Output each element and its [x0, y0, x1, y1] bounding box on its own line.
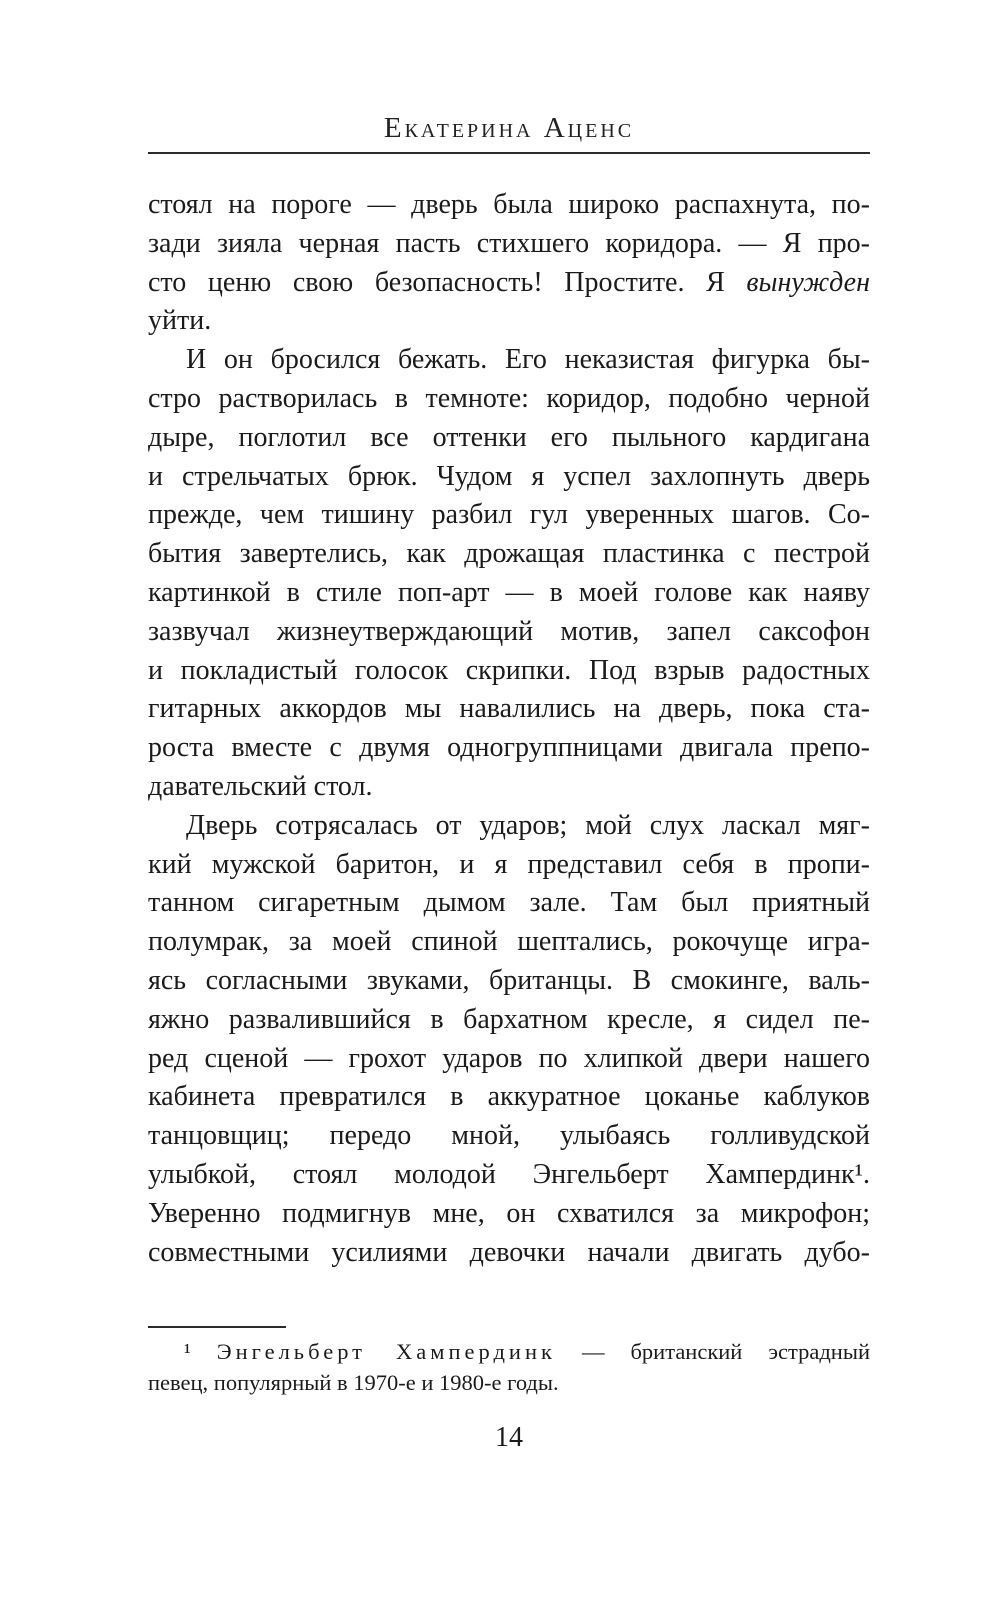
text-line: улыбкой, стоял молодой Энгельберт Хампердинк¹. — [148, 1158, 870, 1190]
text-line: танном сигаретным дымом зале. Там был приятный — [148, 887, 870, 919]
footnote — [148, 1326, 870, 1398]
text-line: бытия завертелись, как дрожащая пластинка с пестрой — [148, 538, 870, 570]
text-line: танцовщиц; передо мной, улыбаясь голливудской — [148, 1120, 870, 1152]
letterspaced-text: Энгельберт Хампердинк — [216, 1339, 556, 1364]
text-line: уйти. — [148, 305, 212, 337]
page-number: 14 — [495, 1422, 523, 1453]
text-line: кий мужской баритон, и я представил себя в пропи- — [148, 848, 870, 880]
footnote-lines — [148, 1337, 870, 1398]
text-line: зади зияла черная пасть стихшего коридора. — Я про- — [148, 227, 870, 259]
text-line: давательский стол. — [148, 770, 373, 802]
text-line: И он бросился бежать. Его неказистая фигурка бы- — [186, 344, 870, 376]
text-line: дыре, поглотил все оттенки его пыльного кардигана — [148, 421, 870, 453]
running-head — [148, 112, 870, 154]
text-line: картинкой в стиле поп-арт — в моей голове как наяву — [148, 576, 870, 608]
text-line: зазвучал жизнеутверждающий мотив, запел саксофон — [148, 615, 870, 647]
text-line: и стрельчатых брюк. Чудом я успел захлопнуть дверь — [148, 460, 870, 492]
text-line: прежде, чем тишину разбил гул уверенных шагов. Со- — [148, 499, 870, 531]
text-line: роста вместе с двумя одногруппницами двигала препо- — [148, 732, 870, 764]
text-line: стоял на пороге — дверь была широко распахнута, по- — [148, 189, 870, 220]
text-line: полумрак, за моей спиной шептались, рокочуще игра- — [148, 926, 870, 958]
text-line: Уверенно подмигнув мне, он схватился за микрофон; — [148, 1197, 870, 1229]
text-line: яжно развалившийся в бархатном кресле, я сидел пе- — [148, 1003, 870, 1035]
text-line: кабинета превратился в аккуратное цоканье каблуков — [148, 1081, 870, 1113]
footnote-line: ¹ Энгельберт Хампердинк — британский эстрадный — [184, 1339, 870, 1364]
text-line: ясь согласными звуками, британцы. В смокинге, валь- — [148, 964, 870, 996]
body-text — [148, 186, 870, 1272]
footnote-rule — [148, 1326, 286, 1328]
text-line: гитарных аккордов мы навалились на дверь, пока ста- — [148, 693, 870, 725]
header-rule — [148, 152, 870, 154]
text-line: сто ценю свою безопасность! Простите. Я вынужден — [148, 266, 870, 298]
text-line: и покладистый голосок скрипки. Под взрыв радостных — [148, 654, 870, 686]
footnote-line: певец, популярный в 1970-е и 1980-е годы. — [148, 1369, 559, 1395]
text-line: Дверь сотрясалась от ударов; мой слух ласкал мяг- — [186, 809, 870, 841]
text-line: совместными усилиями девочки начали двигать дубо- — [148, 1236, 870, 1268]
text-line: стро растворилась в темноте: коридор, подобно черной — [148, 382, 870, 414]
text-line: ред сценой — грохот ударов по хлипкой двери нашего — [148, 1042, 870, 1074]
author-name: Екатерина Аценс — [383, 112, 635, 144]
